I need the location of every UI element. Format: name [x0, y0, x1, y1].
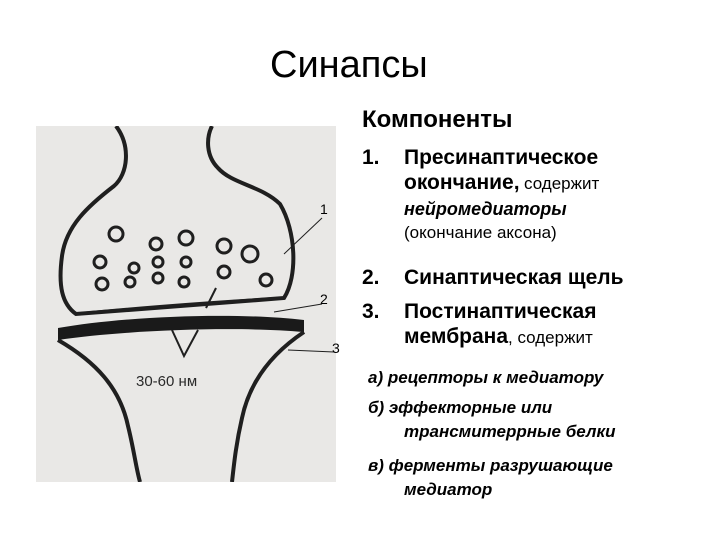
synapse-diagram — [36, 126, 336, 482]
callout-1: 1 — [320, 201, 328, 217]
item-contains-text: , содержит — [508, 328, 593, 347]
components-heading: Компоненты — [362, 106, 513, 133]
subitem-text-continued: трансмитеррные белки — [404, 422, 616, 441]
item-number: 3. — [362, 300, 380, 323]
subitem-c — [368, 454, 718, 502]
gap-label: 30-60 нм — [136, 373, 198, 390]
subitem-text: б) эффекторные или — [368, 398, 553, 417]
item-title-continued: мембрана — [404, 325, 509, 348]
item-mediators: нейромедиаторы — [404, 199, 567, 219]
slide-title: Синапсы — [270, 44, 428, 86]
item-number: 1. — [362, 146, 380, 169]
item-title: Синаптическая щель — [404, 266, 624, 289]
item-note: (окончание аксона) — [404, 223, 557, 242]
subitem-a — [368, 366, 718, 390]
callout-3: 3 — [332, 340, 340, 356]
callout-2: 2 — [320, 291, 328, 307]
subitem-b — [368, 396, 718, 444]
subitem-text-continued: медиатор — [404, 480, 493, 499]
item-title: Пресинаптическое — [404, 146, 599, 169]
item-title-continued: окончание, — [404, 171, 520, 194]
item-number: 2. — [362, 266, 380, 289]
subitem-text: а) рецепторы к медиатору — [368, 368, 604, 387]
item-title: Постинаптическая — [404, 300, 597, 323]
item-contains-text: содержит — [524, 174, 600, 193]
subitem-text: в) ферменты разрушающие — [368, 456, 613, 475]
